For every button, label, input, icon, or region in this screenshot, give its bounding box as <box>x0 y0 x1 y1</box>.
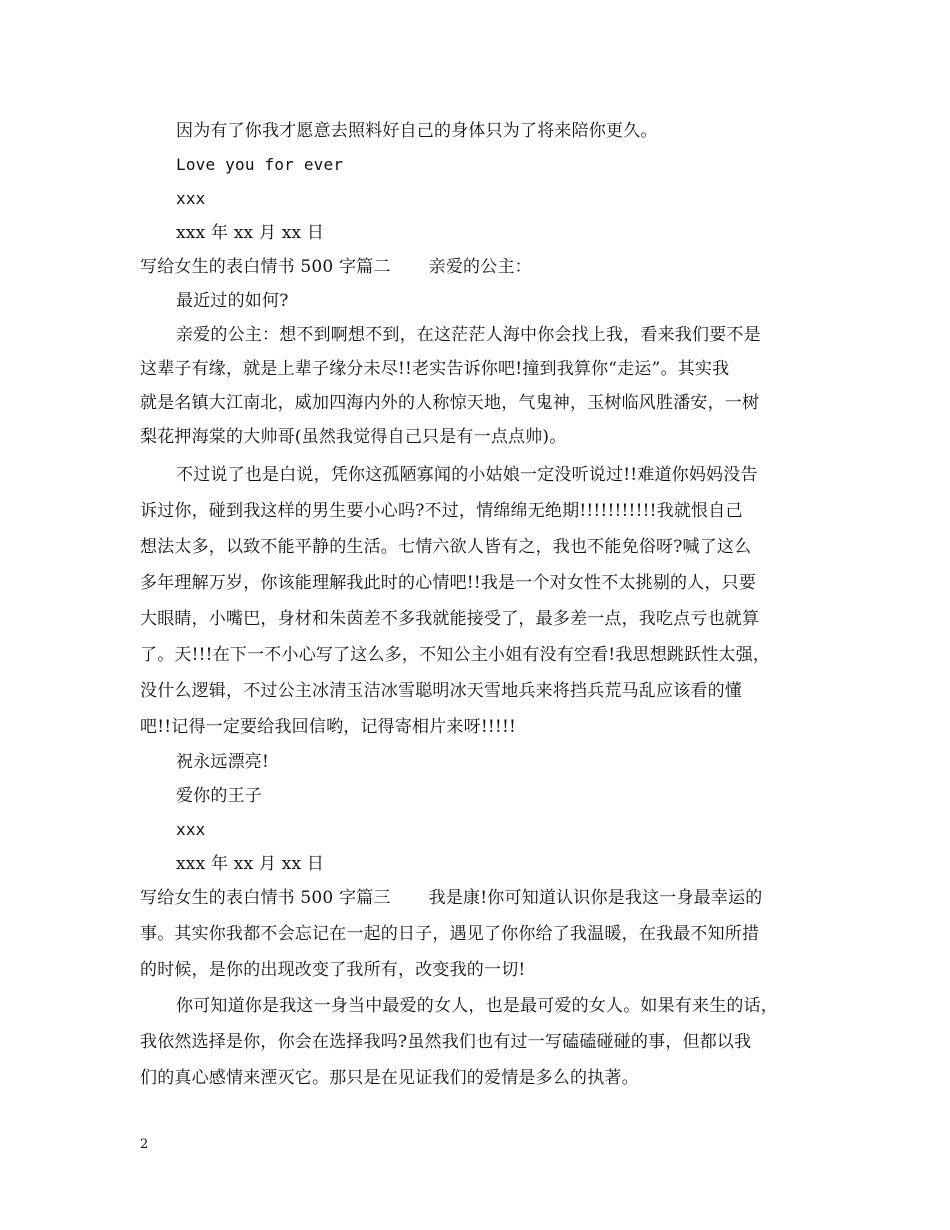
paragraph-line: 不过说了也是白说，凭你这孤陋寡闻的小姑娘一定没听说过!!难道你妈妈没告 <box>176 465 758 485</box>
paragraph-line: 你可知道你是我这一身当中最爱的女人，也是最可爱的女人。如果有来生的话， <box>176 996 778 1016</box>
date-line: xxx 年 xx 月 xx 日 <box>176 854 325 874</box>
section-heading-line <box>140 887 763 909</box>
paragraph-line: 的时候，是你的出现改变了我所有，改变我的一切! <box>140 960 526 980</box>
paragraph-line: 多年理解万岁，你该能理解我此时的心情吧!!我是一个对女性不太挑剔的人，只要 <box>140 573 757 593</box>
closing-line: 爱你的王子 <box>176 786 262 806</box>
paragraph-line: 梨花押海棠的大帅哥(虽然我觉得自己只是有一点点帅)。 <box>140 427 567 447</box>
paragraph-start: 我是康!你可知道认识你是我这一身最幸运的 <box>428 888 763 908</box>
paragraph-line: 最近过的如何? <box>176 291 289 311</box>
paragraph-line: 吧!!记得一定要给我回信哟，记得寄相片来呀!!!!! <box>140 717 517 737</box>
section-heading: 写给女生的表白情书 500 字篇三 <box>140 888 391 908</box>
date-line: xxx 年 xx 月 xx 日 <box>176 223 325 243</box>
paragraph-line: 亲爱的公主：想不到啊想不到，在这茫茫人海中你会找上我，看来我们要不是 <box>176 325 761 345</box>
paragraph-line: 想法太多，以致不能平静的生活。七情六欲人皆有之，我也不能免俗呀?喊了这么 <box>140 537 752 557</box>
paragraph-line: 们的真心感情来湮灭它。那只是在见证我们的爱情是多么的执著。 <box>140 1068 639 1088</box>
paragraph-line: 大眼睛，小嘴巴，身材和朱茵差不多我就能接受了，最多差一点，我吃点亏也就算 <box>140 609 760 629</box>
signature-name: xxx <box>176 189 206 208</box>
paragraph-line: 就是名镇大江南北，威加四海内外的人称惊天地，气鬼神，玉树临风胜潘安，一树 <box>140 393 760 413</box>
paragraph-line: 了。天!!!在下一不小心写了这么多，不知公主小姐有没有空看!我思想跳跃性太强， <box>140 645 771 665</box>
closing-line: 祝永远漂亮! <box>176 752 270 772</box>
paragraph-line: 事。其实你我都不会忘记在一起的日子，遇见了你你给了我温暖，在我最不知所措 <box>140 924 760 944</box>
section-heading-line <box>140 256 532 278</box>
salutation: 亲爱的公主： <box>428 257 532 277</box>
paragraph-line: 没什么逻辑，不过公主冰清玉洁冰雪聪明冰天雪地兵来将挡兵荒马乱应该看的懂 <box>140 681 742 701</box>
signature-name: xxx <box>176 820 206 839</box>
paragraph-line: Love you for ever <box>176 155 344 174</box>
paragraph-line: 诉过你，碰到我这样的男生要小心吗?不过，情绵绵无绝期!!!!!!!!!!!我就恨自己 <box>140 501 743 521</box>
section-heading: 写给女生的表白情书 500 字篇二 <box>140 257 391 277</box>
page-number: 2 <box>140 1137 149 1152</box>
paragraph-line: 我依然选择是你，你会在选择我吗?虽然我们也有过一写磕磕碰碰的事，但都以我 <box>140 1032 752 1052</box>
paragraph-line: 这辈子有缘，就是上辈子缘分未尽!!老实告诉你吧!撞到我算你“走运”。其实我 <box>140 359 730 379</box>
paragraph-line: 因为有了你我才愿意去照料好自己的身体只为了将来陪你更久。 <box>176 121 658 141</box>
